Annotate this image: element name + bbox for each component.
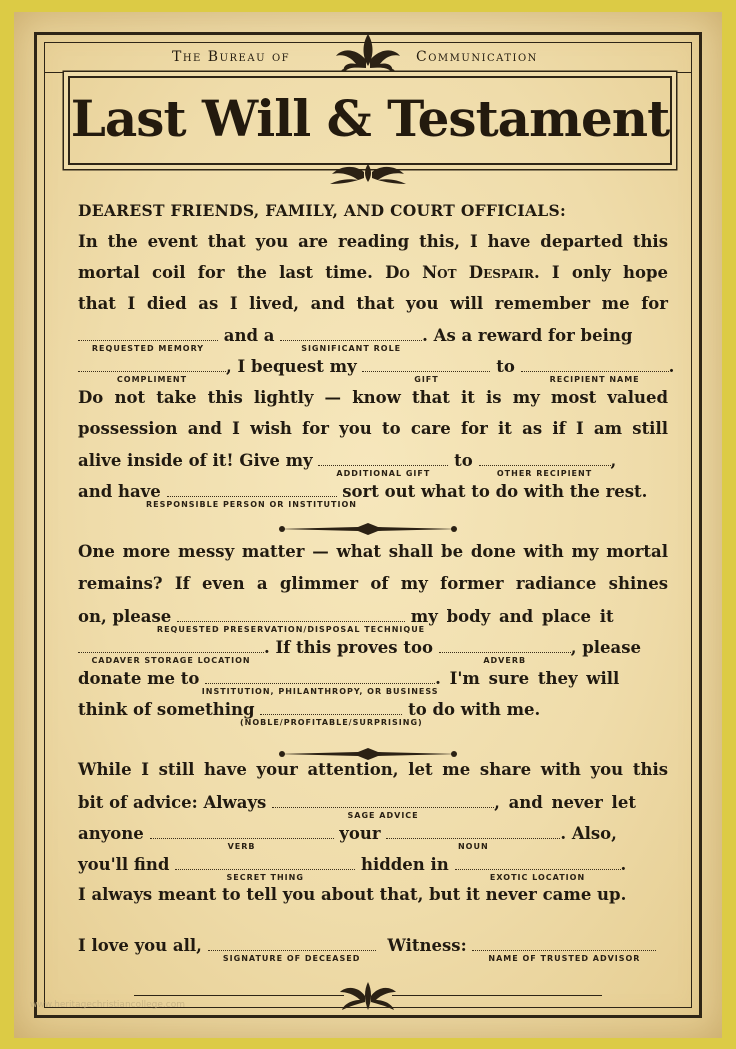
divider-ornament-icon	[278, 747, 458, 761]
compliment-blank[interactable]: COMPLIMENT	[78, 356, 226, 372]
noble-blank[interactable]: (NOBLE/PROFITABLE/SURPRISING)	[260, 699, 402, 715]
institution-blank[interactable]: INSTITUTION, PHILANTHROPY, OR BUSINESS	[205, 668, 435, 684]
verb-blank[interactable]: VERB	[150, 823, 334, 839]
exotic-location-blank[interactable]: EXOTIC LOCATION	[455, 854, 621, 870]
document-page	[14, 12, 722, 1038]
additional-gift-blank[interactable]: ADDITIONAL GIFT	[318, 450, 448, 466]
para1-line4: REQUESTED MEMORY and a SIGNIFICANT ROLE . As a reward for being	[78, 325, 668, 346]
closing-line: I love you all, SIGNATURE OF DECEASED Witness: NAME OF TRUSTED ADVISOR	[78, 935, 668, 956]
responsible-person-blank[interactable]: RESPONSIBLE PERSON OR INSTITUTION	[167, 481, 337, 497]
para1-line5: COMPLIMENT , I bequest my GIFT to RECIPIENT NAME .	[78, 356, 668, 377]
salutation: DEAREST FRIENDS, FAMILY, AND COURT OFFICIALS:	[78, 201, 567, 220]
para1-line2: mortal coil for the last time. Do Not Despair. I only hope	[78, 263, 669, 282]
para3-line5: I always meant to tell you about that, but it never came up.	[78, 885, 627, 904]
communication-label: Communication	[416, 49, 538, 65]
title-box	[68, 76, 672, 165]
divider-ornament-icon	[278, 522, 458, 536]
gift-blank[interactable]: GIFT	[362, 356, 490, 372]
para3-line2: bit of advice: Always SAGE ADVICE , and never let	[78, 793, 636, 820]
fleur-bottom-icon	[334, 978, 402, 1014]
para1-line9: and have RESPONSIBLE PERSON OR INSTITUTION sort out what to do with the rest.	[78, 482, 648, 509]
requested-memory-blank[interactable]: REQUESTED MEMORY	[78, 325, 218, 341]
do-not-despair: Do Not Despair	[385, 263, 534, 282]
para3-line3: anyone VERB your NOUN . Also,	[78, 824, 617, 851]
scroll-ornament-icon	[318, 162, 418, 186]
bureau-label: The Bureau of	[172, 49, 291, 65]
para2-line5: donate me to INSTITUTION, PHILANTHROPY, OR BUSINESS . I'm sure they will	[78, 669, 620, 696]
para1-line8: alive inside of it! Give my ADDITIONAL GIFT to OTHER RECIPIENT ,	[78, 451, 617, 478]
footer-rule-left	[134, 995, 344, 996]
recipient-name-blank[interactable]: RECIPIENT NAME	[521, 356, 669, 372]
para2-line3: on, please REQUESTED PRESERVATION/DISPOSAL TECHNIQUE my body and place it	[78, 607, 614, 634]
sage-advice-blank[interactable]: SAGE ADVICE	[272, 792, 494, 808]
page-title: Last Will & Testament	[70, 89, 670, 148]
para1-line3: that I died as I lived, and that you will remember me for	[78, 294, 668, 313]
para1-line1: In the event that you are reading this, I have departed this	[78, 232, 668, 251]
para3-line4: you'll find SECRET THING hidden in EXOTIC LOCATION .	[78, 855, 627, 882]
storage-location-blank[interactable]: CADAVER STORAGE LOCATION	[78, 637, 264, 653]
fleur-top-icon	[328, 30, 408, 80]
para3-line1: While I still have your attention, let me share with you this	[78, 760, 668, 779]
footer-rule-right	[392, 995, 602, 996]
para2-line4: CADAVER STORAGE LOCATION . If this proves too ADVERB , please	[78, 637, 668, 658]
para2-line2: remains? If even a glimmer of my former radiance shines	[78, 574, 668, 593]
significant-role-blank[interactable]: SIGNIFICANT ROLE	[280, 325, 422, 341]
watermark-text: www.heritagechristiancollege.com	[30, 1000, 185, 1010]
para2-line1: One more messy matter — what shall be done with my mortal	[78, 542, 668, 561]
secret-thing-blank[interactable]: SECRET THING	[175, 854, 355, 870]
other-recipient-blank[interactable]: OTHER RECIPIENT	[479, 450, 611, 466]
disposal-technique-blank[interactable]: REQUESTED PRESERVATION/DISPOSAL TECHNIQUE	[177, 606, 405, 622]
signature-blank[interactable]: SIGNATURE OF DECEASED	[208, 935, 376, 951]
adverb-blank[interactable]: ADVERB	[439, 637, 571, 653]
para2-line6: think of something (NOBLE/PROFITABLE/SURPRISING) to do with me.	[78, 700, 541, 727]
noun-blank[interactable]: NOUN	[386, 823, 560, 839]
witness-blank[interactable]: NAME OF TRUSTED ADVISOR	[472, 935, 656, 951]
para1-line7: possession and I wish for you to care for it as if I am still	[78, 419, 668, 438]
para1-line6: Do not take this lightly — know that it is my most valued	[78, 388, 668, 407]
